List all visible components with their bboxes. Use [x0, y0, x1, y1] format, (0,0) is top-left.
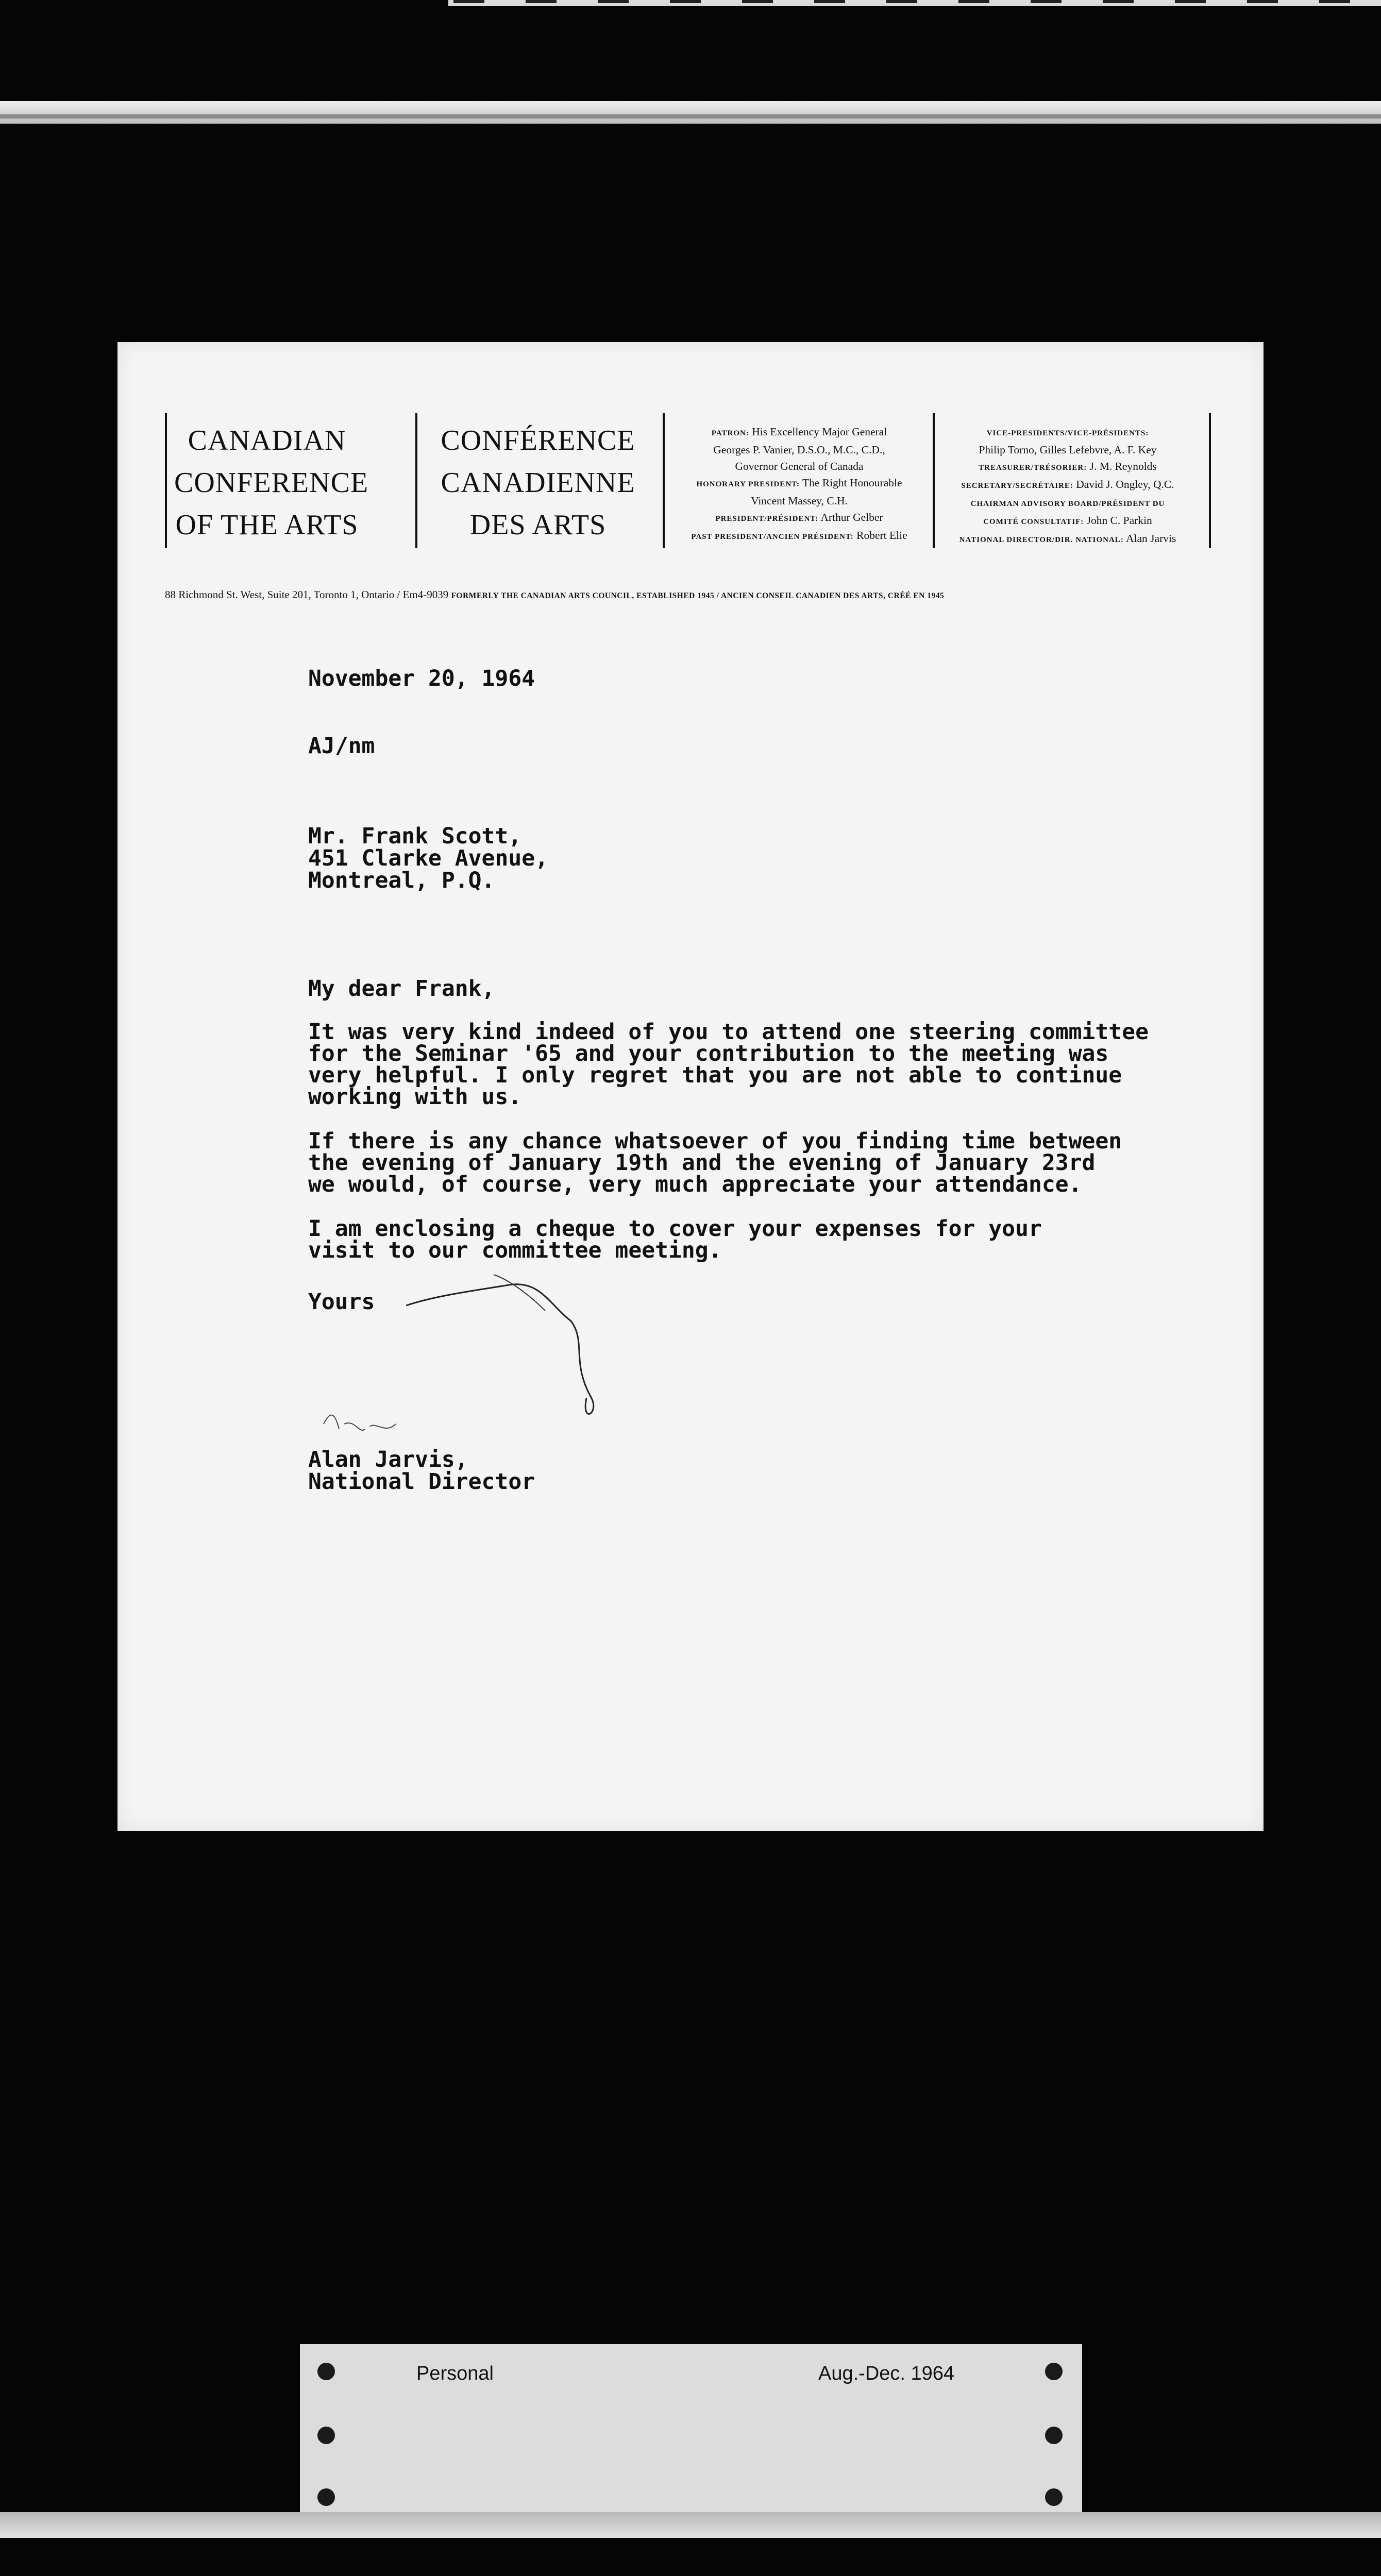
officer-line: SECRETARY/SECRÉTAIRE: David J. Ongley, Q.C.: [961, 478, 1174, 490]
officer-line: Philip Torno, Gilles Lefebvre, A. F. Key: [979, 444, 1157, 456]
officer-line: TREASURER/TRÉSORIER: J. M. Reynolds: [979, 460, 1157, 472]
name-en-line: OF THE ARTS: [175, 509, 359, 541]
paragraph-line: visit to our committee meeting.: [308, 1238, 722, 1263]
name-en-line: CONFERENCE: [174, 467, 369, 499]
officer-line: CHAIRMAN ADVISORY BOARD/PRÉSIDENT DU: [970, 500, 1165, 508]
film-bottom-strip: [0, 2512, 1381, 2538]
folder-label-right: Aug.-Dec. 1964: [818, 2363, 955, 2384]
punch-hole: [1045, 2488, 1063, 2506]
punch-hole: [317, 2427, 335, 2444]
paragraph-line: the evening of January 19th and the evening of January 23rd: [308, 1150, 1096, 1176]
letter-page: [117, 342, 1264, 1831]
officer-line: Vincent Massey, C.H.: [751, 495, 848, 507]
signer-title: National Director: [308, 1469, 535, 1495]
officer-line: PRESIDENT/PRÉSIDENT: Arthur Gelber: [715, 511, 883, 523]
salutation: My dear Frank,: [308, 976, 495, 1002]
officer-line: NATIONAL DIRECTOR/DIR. NATIONAL: Alan Jarvis: [959, 532, 1176, 545]
officer-line: PAST PRESIDENT/ANCIEN PRÉSIDENT: Robert Elie: [691, 529, 907, 541]
film-edge-line: [0, 114, 1381, 118]
officer-line: Governor General of Canada: [735, 460, 864, 472]
paragraph-line: It was very kind indeed of you to attend one steering committee: [308, 1019, 1149, 1045]
handwritten-signature: [117, 342, 1264, 1831]
folder-label-left: Personal: [416, 2363, 494, 2384]
officer-line: HONORARY PRESIDENT: The Right Honourable: [696, 477, 902, 489]
closing: Yours: [308, 1289, 375, 1315]
paragraph-line: for the Seminar '65 and your contribution to the meeting was: [308, 1041, 1109, 1066]
recipient-line: Montreal, P.Q.: [308, 868, 495, 893]
punch-hole: [317, 2488, 335, 2506]
signer-name: Alan Jarvis,: [308, 1447, 468, 1472]
punch-hole: [317, 2363, 335, 2380]
officer-line: Georges P. Vanier, D.S.O., M.C., C.D.,: [713, 444, 885, 456]
letter-reference: AJ/nm: [308, 733, 375, 759]
officer-line: PATRON: His Excellency Major General: [711, 426, 887, 438]
officer-line: VICE-PRESIDENTS/VICE-PRÉSIDENTS:: [986, 429, 1149, 437]
recipient-line: Mr. Frank Scott,: [308, 823, 522, 849]
paragraph-line: working with us.: [308, 1084, 522, 1110]
paragraph-line: very helpful. I only regret that you are not able to continue: [308, 1062, 1122, 1088]
punch-hole: [1045, 2427, 1063, 2444]
paragraph-line: I am enclosing a cheque to cover your expenses for your: [308, 1216, 1042, 1242]
folder-card: [300, 2344, 1082, 2524]
name-fr-line: DES ARTS: [469, 509, 607, 541]
letter-date: November 20, 1964: [308, 666, 535, 691]
name-fr-line: CONFÉRENCE: [441, 425, 635, 456]
paragraph-line: If there is any chance whatsoever of you finding time between: [308, 1128, 1122, 1154]
officer-line: COMITÉ CONSULTATIF: John C. Parkin: [983, 514, 1152, 527]
paragraph-line: we would, of course, very much appreciate your attendance.: [308, 1172, 1082, 1197]
film-top-strip-pattern: [453, 0, 1381, 3]
film-edge: [0, 101, 1381, 124]
address: 88 Richmond St. West, Suite 201, Toronto 1, Ontario / Em4-9039: [165, 588, 449, 601]
recipient-line: 451 Clarke Avenue,: [308, 845, 548, 871]
name-en-line: CANADIAN: [188, 425, 346, 456]
formerly-note: FORMERLY THE CANADIAN ARTS COUNCIL, ESTABLISHED 1945 / ANCIEN CONSEIL CANADIEN DES ARTS, CRÉÉ EN 1945: [451, 591, 945, 600]
name-fr-line: CANADIENNE: [441, 467, 635, 499]
punch-hole: [1045, 2363, 1063, 2380]
